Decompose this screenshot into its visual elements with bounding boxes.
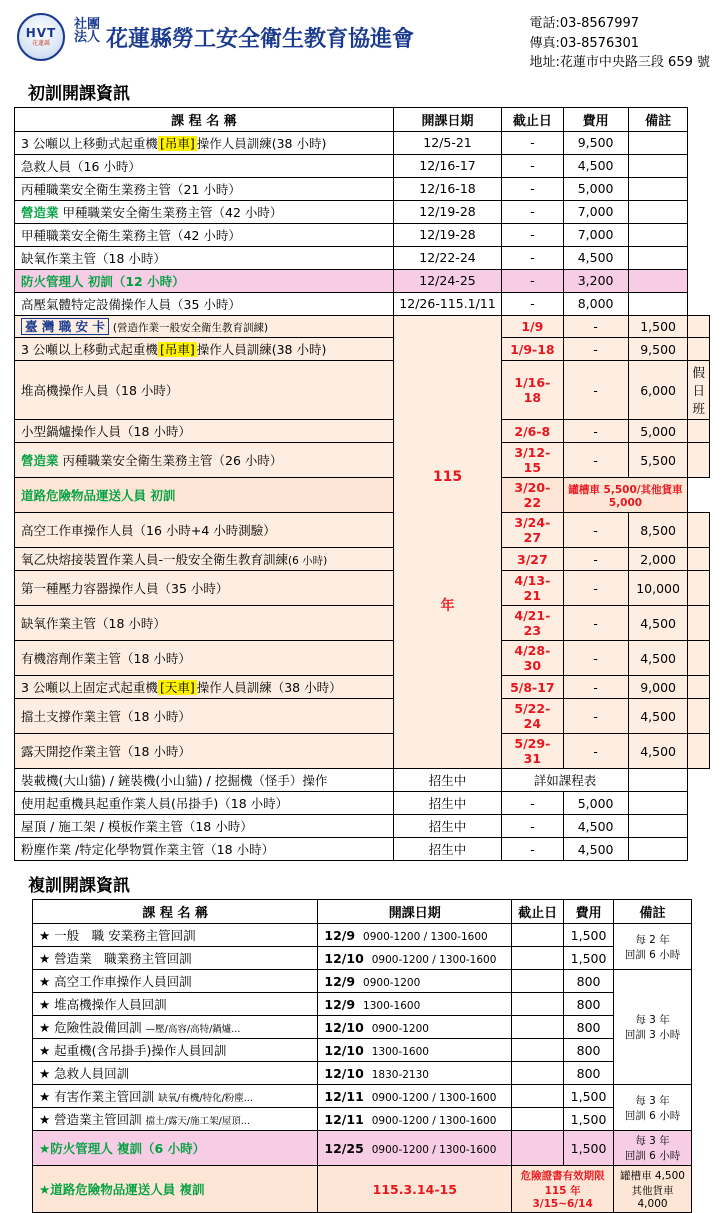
table-row xyxy=(15,246,710,269)
table-header-row xyxy=(15,107,710,131)
cell-note xyxy=(688,513,710,548)
cell-fee: 4,500 xyxy=(563,838,628,861)
table-header-row xyxy=(33,900,692,924)
cell-note xyxy=(688,734,710,769)
cell-fee: 10,000 xyxy=(628,571,688,606)
cell-course-name: ★ 一般 職 安業務主管回訓 xyxy=(33,924,318,947)
cell-fee: 9,500 xyxy=(628,338,688,361)
year-label-cell xyxy=(393,315,501,769)
cell-date-day: 12/10 xyxy=(324,1042,364,1058)
cell-date: 12/5-21 xyxy=(393,131,501,154)
cell-date: 12/22-24 xyxy=(393,246,501,269)
cell-course-main: ★ 營造業主管回訓 xyxy=(39,1112,142,1128)
cell-course-name: 裝載機(大山貓) / 鏟裝機(小山貓) / 挖掘機（怪手）操作 xyxy=(15,769,394,792)
table-row xyxy=(33,970,692,993)
cell-deadline: - xyxy=(563,338,628,361)
col-deadline: 截止日 xyxy=(502,107,563,131)
col-note: 備註 xyxy=(614,900,692,924)
table-row xyxy=(33,1108,692,1131)
cell-fee: 9,000 xyxy=(628,676,688,699)
cell-hours: (6 小時) xyxy=(288,555,328,568)
cell-date xyxy=(318,1085,512,1108)
cell-course-name: 營造業 甲種職業安全衛生業務主管（42 小時） xyxy=(15,200,394,223)
cell-date: 1/9 xyxy=(502,315,563,338)
table-row xyxy=(33,1085,692,1108)
cell-date: 5/29-31 xyxy=(502,734,563,769)
cell-date xyxy=(318,993,512,1016)
cell-note xyxy=(688,641,710,676)
cell-fee: 4,500 xyxy=(628,641,688,676)
col-note: 備註 xyxy=(628,107,688,131)
cell-date-time: 1300-1600 xyxy=(371,1045,429,1058)
cell-date: 4/21-23 xyxy=(502,606,563,641)
cell-date-day: 12/9 xyxy=(324,996,356,1012)
cell-fee: 1,500 xyxy=(564,1131,614,1166)
cell-course-name xyxy=(33,1166,318,1213)
cell-fee: 1,500 xyxy=(628,315,688,338)
cell-deadline: - xyxy=(502,154,563,177)
cell-course-name: 粉塵作業 /特定化學物質作業主管（18 小時） xyxy=(15,838,394,861)
cell-date xyxy=(318,1039,512,1062)
table-row xyxy=(33,924,692,947)
cell-course-name: 屋頂 / 施工架 / 模板作業主管（18 小時） xyxy=(15,815,394,838)
cell-validity-note: 危險證書有效期限 115 年 3/15~6/14 xyxy=(512,1166,614,1213)
cell-date-time: 1830-2130 xyxy=(371,1068,429,1081)
cell-course-name: 使用起重機具起重作業人員(吊掛手)（18 小時） xyxy=(15,792,394,815)
cell-date: 5/22-24 xyxy=(502,699,563,734)
cell-deadline xyxy=(512,1039,564,1062)
cell-date xyxy=(318,970,512,993)
label-fire-mgmt: 防火管理人 初訓（12 小時） xyxy=(21,273,185,289)
cell-note xyxy=(628,292,688,315)
cell-date xyxy=(318,947,512,970)
cell-course-name: 擋土支撐作業主管（18 小時） xyxy=(15,699,394,734)
cell-deadline: - xyxy=(563,315,628,338)
cell-deadline: - xyxy=(502,131,563,154)
badge-tw-safety-card: 臺 灣 職 安 卡 xyxy=(21,318,109,336)
cell-fee: 1,500 xyxy=(564,1108,614,1131)
cell-course-name xyxy=(15,315,394,338)
table-row xyxy=(15,131,710,154)
cell-course-name: 急救人員（16 小時） xyxy=(15,154,394,177)
cell-date xyxy=(318,1062,512,1085)
cell-date: 12/24-25 xyxy=(393,269,501,292)
contact-fax: 傳真:03-8576301 xyxy=(529,35,640,51)
label-dangerous-goods-refresher: ★道路危險物品運送人員 複訓 xyxy=(39,1182,205,1198)
cell-course-name: 高空工作車操作人員（16 小時+4 小時測驗） xyxy=(15,513,394,548)
cell-date-day: 12/11 xyxy=(324,1088,364,1104)
cell-deadline: - xyxy=(502,246,563,269)
cell-course-main: ★ 危險性設備回訓 xyxy=(39,1020,142,1036)
cell-deadline xyxy=(512,970,564,993)
cell-course-name: ★ 急救人員回訓 xyxy=(33,1062,318,1085)
highlight-overhead-crane: [天車] xyxy=(159,680,195,696)
table-row xyxy=(15,420,710,443)
cell-fee: 800 xyxy=(564,1039,614,1062)
table-row xyxy=(15,478,710,513)
cell-course-name: 有機溶劑作業主管（18 小時） xyxy=(15,641,394,676)
col-deadline: 截止日 xyxy=(512,900,564,924)
cell-date: 3/12-15 xyxy=(502,443,563,478)
table-row xyxy=(15,361,710,420)
cell-deadline: - xyxy=(563,571,628,606)
cell-date-day: 12/10 xyxy=(324,950,364,966)
table-row xyxy=(15,699,710,734)
cell-deadline: - xyxy=(502,200,563,223)
table-row xyxy=(15,676,710,699)
cell-date xyxy=(318,1131,512,1166)
cell-fee: 5,500 xyxy=(628,443,688,478)
cell-date-time: 0900-1200 / 1300-1600 xyxy=(371,953,497,966)
cell-course-name: 丙種職業安全衛生業務主管（21 小時） xyxy=(15,177,394,200)
cell-date: 115.3.14-15 xyxy=(318,1166,512,1213)
cell-date: 1/16-18 xyxy=(502,361,563,420)
cell-date-time: 0900-1200 / 1300-1600 xyxy=(363,930,488,943)
cell-date xyxy=(318,924,512,947)
cell-fee: 800 xyxy=(564,970,614,993)
cell-fee: 800 xyxy=(564,993,614,1016)
initial-training-table xyxy=(14,107,710,862)
cell-course-name xyxy=(15,269,394,292)
cell-course-main: ★ 有害作業主管回訓 xyxy=(39,1089,155,1105)
cell-course-name: 3 公噸以上移動式起重機 [吊車] 操作人員訓練(38 小時) xyxy=(15,131,394,154)
cell-note-extra xyxy=(628,769,688,792)
cell-course-name: ★ 高空工作車操作人員回訓 xyxy=(33,970,318,993)
cell-note xyxy=(688,338,710,361)
cell-note xyxy=(628,223,688,246)
cell-course-name: 高壓氣體特定設備操作人員（35 小時） xyxy=(15,292,394,315)
table-row xyxy=(15,769,710,792)
logo-circle-icon xyxy=(17,13,65,61)
cell-deadline xyxy=(512,947,564,970)
table-row xyxy=(33,1062,692,1085)
highlight-crane: [吊車] xyxy=(159,342,195,358)
contact-block xyxy=(530,12,710,73)
cell-deadline xyxy=(512,1062,564,1085)
table-row xyxy=(15,815,710,838)
contact-address: 地址:花蓮市中央路三段 659 號 xyxy=(529,55,710,70)
section-title-initial-training: 初訓開課資訊 xyxy=(28,83,130,104)
cell-course-name: 堆高機操作人員（18 小時） xyxy=(15,361,394,420)
table-row-last xyxy=(33,1166,692,1213)
note-line2: 回訓 6 小時 xyxy=(624,1150,681,1163)
cell-course-name: 營造業 丙種職業安全衛生業務主管（26 小時） xyxy=(15,443,394,478)
cell-fee: 8,000 xyxy=(563,292,628,315)
cell-date: 3/27 xyxy=(502,548,563,571)
cell-deadline: - xyxy=(502,177,563,200)
cell-date: 招生中 xyxy=(393,838,501,861)
cell-note xyxy=(628,246,688,269)
table-row xyxy=(33,1039,692,1062)
note-line1: 每 3 年 xyxy=(635,1014,670,1027)
cell-date xyxy=(318,1108,512,1131)
cell-deadline: - xyxy=(502,223,563,246)
cell-date-time: 0900-1200 / 1300-1600 xyxy=(371,1091,497,1104)
cell-note xyxy=(628,200,688,223)
note-line2: 回訓 6 小時 xyxy=(624,948,681,961)
cell-fee: 7,000 xyxy=(563,200,628,223)
cell-course-name: 露天開挖作業主管（18 小時） xyxy=(15,734,394,769)
note-line2: 回訓 3 小時 xyxy=(624,1029,681,1042)
cell-deadline: - xyxy=(563,361,628,420)
cell-deadline: - xyxy=(563,443,628,478)
cell-date: 3/20-22 xyxy=(502,478,563,513)
cell-deadline: - xyxy=(502,815,563,838)
table-row xyxy=(15,571,710,606)
cell-fee: 800 xyxy=(564,1062,614,1085)
cell-deadline: - xyxy=(563,641,628,676)
cell-deadline: - xyxy=(502,292,563,315)
cell-note-fee: 罐槽車 5,500/其他貨車 5,000 xyxy=(563,478,688,513)
table-row xyxy=(15,200,710,223)
cell-note xyxy=(688,606,710,641)
cell-fee: 5,000 xyxy=(563,177,628,200)
table-row xyxy=(33,1016,692,1039)
cell-note xyxy=(628,131,688,154)
cell-fee: 4,500 xyxy=(563,246,628,269)
org-type-badge xyxy=(74,12,100,44)
fee-line2: 其他貨車 4,000 xyxy=(631,1185,674,1211)
cell-course-name xyxy=(15,478,394,513)
cell-note xyxy=(688,548,710,571)
fee-line1: 罐槽車 4,500 xyxy=(620,1170,685,1183)
cell-course-name: ★ 起重機(含吊掛手)操作人員回訓 xyxy=(33,1039,318,1062)
cell-course-name xyxy=(33,1016,318,1039)
cell-course-name xyxy=(33,1085,318,1108)
cell-fee: 4,500 xyxy=(563,154,628,177)
table-row xyxy=(33,993,692,1016)
contact-phone: 電話:03-8567997 xyxy=(529,16,640,31)
cell-fee: 5,000 xyxy=(628,420,688,443)
cell-fee: 1,500 xyxy=(564,924,614,947)
cell-fee: 1,500 xyxy=(564,947,614,970)
cell-note xyxy=(628,792,688,815)
cell-fee: 800 xyxy=(564,1016,614,1039)
cell-note xyxy=(628,269,688,292)
cell-fee: 4,500 xyxy=(628,606,688,641)
cell-date: 12/19-28 xyxy=(393,223,501,246)
cell-fee: 6,000 xyxy=(628,361,688,420)
cell-course-sub: 缺氧/有機/特化/粉塵... xyxy=(158,1093,253,1105)
cell-course-name: 3 公噸以上移動式起重機 [吊車] 操作人員訓練(38 小時) xyxy=(15,338,394,361)
cell-deadline xyxy=(512,993,564,1016)
cell-fee: 2,000 xyxy=(628,548,688,571)
cell-note-group xyxy=(614,970,692,1085)
cell-date: 招生中 xyxy=(393,792,501,815)
cell-deadline: - xyxy=(502,838,563,861)
cell-fee: 3,200 xyxy=(563,269,628,292)
association-logo xyxy=(14,12,68,62)
label-fire-mgmt-refresher: ★防火管理人 複訓（6 小時） xyxy=(39,1141,206,1157)
cell-course-name: 小型鍋爐操作人員（18 小時） xyxy=(15,420,394,443)
cell-date-time: 1300-1600 xyxy=(363,999,421,1012)
table-row xyxy=(15,641,710,676)
cell-deadline: - xyxy=(563,513,628,548)
col-course-name: 課 程 名 稱 xyxy=(33,900,318,924)
cell-course-name: 氧乙炔熔接裝置作業人員-一般安全衛生教育訓練(6 小時) xyxy=(15,548,394,571)
cell-note: 詳如課程表 xyxy=(502,769,629,792)
cell-note xyxy=(688,420,710,443)
logo-subtext: 花蓮縣 xyxy=(31,40,50,47)
col-start-date: 開課日期 xyxy=(318,900,512,924)
cell-deadline: - xyxy=(563,676,628,699)
col-fee: 費用 xyxy=(563,107,628,131)
cell-note xyxy=(688,443,710,478)
cell-fee-group xyxy=(614,1166,692,1213)
note-line2: 回訓 6 小時 xyxy=(624,1109,681,1122)
cell-note xyxy=(688,699,710,734)
cell-course-name: 3 公噸以上固定式起重機 [天車] 操作人員訓練（38 小時） xyxy=(15,676,394,699)
table-row-highlight xyxy=(15,269,710,292)
cell-date: 1/9-18 xyxy=(502,338,563,361)
cell-date-day: 12/11 xyxy=(324,1111,364,1127)
table-row xyxy=(15,338,710,361)
cell-deadline xyxy=(512,1016,564,1039)
cell-course-name: 第一種壓力容器操作人員（35 小時） xyxy=(15,571,394,606)
cell-date-time: 0900-1200 xyxy=(371,1022,429,1035)
cell-note-group xyxy=(614,1085,692,1131)
cell-date-day: 12/9 xyxy=(324,973,356,989)
cell-note xyxy=(628,815,688,838)
org-badge-line1: 社團 xyxy=(74,17,101,32)
cell-date xyxy=(318,1016,512,1039)
table-row xyxy=(33,947,692,970)
table-row xyxy=(15,443,710,478)
cell-deadline: - xyxy=(563,734,628,769)
section-title-refresher-training: 複訓開課資訊 xyxy=(28,876,130,897)
cell-note xyxy=(688,676,710,699)
cell-note xyxy=(688,571,710,606)
cell-fee: 4,500 xyxy=(628,699,688,734)
year-number: 115 xyxy=(432,468,463,485)
label-dangerous-goods: 道路危險物品運送人員 初訓 xyxy=(21,488,176,504)
cell-date: 12/16-18 xyxy=(393,177,501,200)
cell-note-group xyxy=(614,924,692,970)
table-row xyxy=(15,154,710,177)
cell-date: 招生中 xyxy=(393,769,501,792)
table-row xyxy=(15,315,710,338)
cell-deadline: - xyxy=(563,548,628,571)
cell-deadline xyxy=(512,1131,564,1166)
cell-fee: 8,500 xyxy=(628,513,688,548)
label-construction: 營造業 xyxy=(21,453,59,469)
cell-deadline xyxy=(512,1085,564,1108)
label-construction: 營造業 xyxy=(21,204,59,220)
cell-deadline: - xyxy=(563,420,628,443)
cell-date-time: 0900-1200 / 1300-1600 xyxy=(371,1143,497,1156)
col-fee: 費用 xyxy=(564,900,614,924)
cell-fee: 1,500 xyxy=(564,1085,614,1108)
cell-date-day: 12/25 xyxy=(324,1140,364,1156)
cell-fee: 4,500 xyxy=(563,815,628,838)
cell-deadline: - xyxy=(563,606,628,641)
table-row xyxy=(15,838,710,861)
cell-course-sub: —壓/高容/高特/鍋爐... xyxy=(145,1024,241,1036)
col-start-date: 開課日期 xyxy=(393,107,501,131)
cell-note xyxy=(628,838,688,861)
refresher-training-table xyxy=(32,899,692,1213)
table-row xyxy=(15,548,710,571)
table-row xyxy=(15,177,710,200)
organization-name: 花蓮縣勞工安全衛生教育協進會 xyxy=(106,27,415,52)
cell-date-day: 12/9 xyxy=(324,927,356,943)
cell-course-subnote: (營造作業一般安全衛生教育訓練) xyxy=(112,321,269,334)
cell-note xyxy=(628,177,688,200)
col-course-name: 課 程 名 稱 xyxy=(15,107,394,131)
cell-course-name: 甲種職業安全衛生業務主管（42 小時） xyxy=(15,223,394,246)
org-badge-line2: 法人 xyxy=(74,30,101,45)
cell-date-day: 12/10 xyxy=(324,1019,364,1035)
cell-date: 12/26-115.1/11 xyxy=(393,292,501,315)
table-row xyxy=(15,606,710,641)
cell-deadline: - xyxy=(502,792,563,815)
cell-course-sub: 擋土/露天/施工架/屋頂... xyxy=(145,1116,250,1128)
cell-fee: 5,000 xyxy=(563,792,628,815)
table-row xyxy=(15,292,710,315)
note-line1: 每 3 年 xyxy=(635,1135,670,1148)
logo-initials: HVT xyxy=(25,26,57,40)
cell-date: 招生中 xyxy=(393,815,501,838)
cell-note xyxy=(688,315,710,338)
cell-course-name xyxy=(33,1108,318,1131)
cell-course-name xyxy=(33,1131,318,1166)
cell-deadline: - xyxy=(563,699,628,734)
table-row xyxy=(15,734,710,769)
cell-date-time: 0900-1200 / 1300-1600 xyxy=(371,1114,497,1127)
cell-date-day: 12/10 xyxy=(324,1065,364,1081)
cell-deadline xyxy=(512,1108,564,1131)
note-line1: 每 3 年 xyxy=(635,1094,670,1107)
cell-fee: 9,500 xyxy=(563,131,628,154)
cell-date: 12/19-28 xyxy=(393,200,501,223)
cell-fee: 7,000 xyxy=(563,223,628,246)
cell-date: 12/16-17 xyxy=(393,154,501,177)
cell-date: 5/8-17 xyxy=(502,676,563,699)
cell-date: 4/13-21 xyxy=(502,571,563,606)
cell-course-name: ★ 堆高機操作人員回訓 xyxy=(33,993,318,1016)
cell-date: 3/24-27 xyxy=(502,513,563,548)
table-row xyxy=(15,792,710,815)
cell-fee: 4,500 xyxy=(628,734,688,769)
cell-note-group xyxy=(614,1131,692,1166)
table-row xyxy=(15,223,710,246)
note-line1: 每 2 年 xyxy=(635,933,670,946)
cell-date: 4/28-30 xyxy=(502,641,563,676)
table-row-highlight xyxy=(33,1131,692,1166)
cell-deadline xyxy=(512,924,564,947)
highlight-crane: [吊車] xyxy=(159,135,195,151)
cell-note: 假日班 xyxy=(688,361,710,420)
cell-course-name: 缺氧作業主管（18 小時） xyxy=(15,606,394,641)
cell-deadline: - xyxy=(502,269,563,292)
cell-date: 2/6-8 xyxy=(502,420,563,443)
year-unit: 年 xyxy=(440,597,455,614)
cell-date-time: 0900-1200 xyxy=(363,976,421,989)
table-row xyxy=(15,513,710,548)
cell-note xyxy=(628,154,688,177)
cell-course-name: 缺氧作業主管（18 小時） xyxy=(15,246,394,269)
document-header xyxy=(14,8,710,75)
cell-course-name: ★ 營造業 職業務主管回訓 xyxy=(33,947,318,970)
